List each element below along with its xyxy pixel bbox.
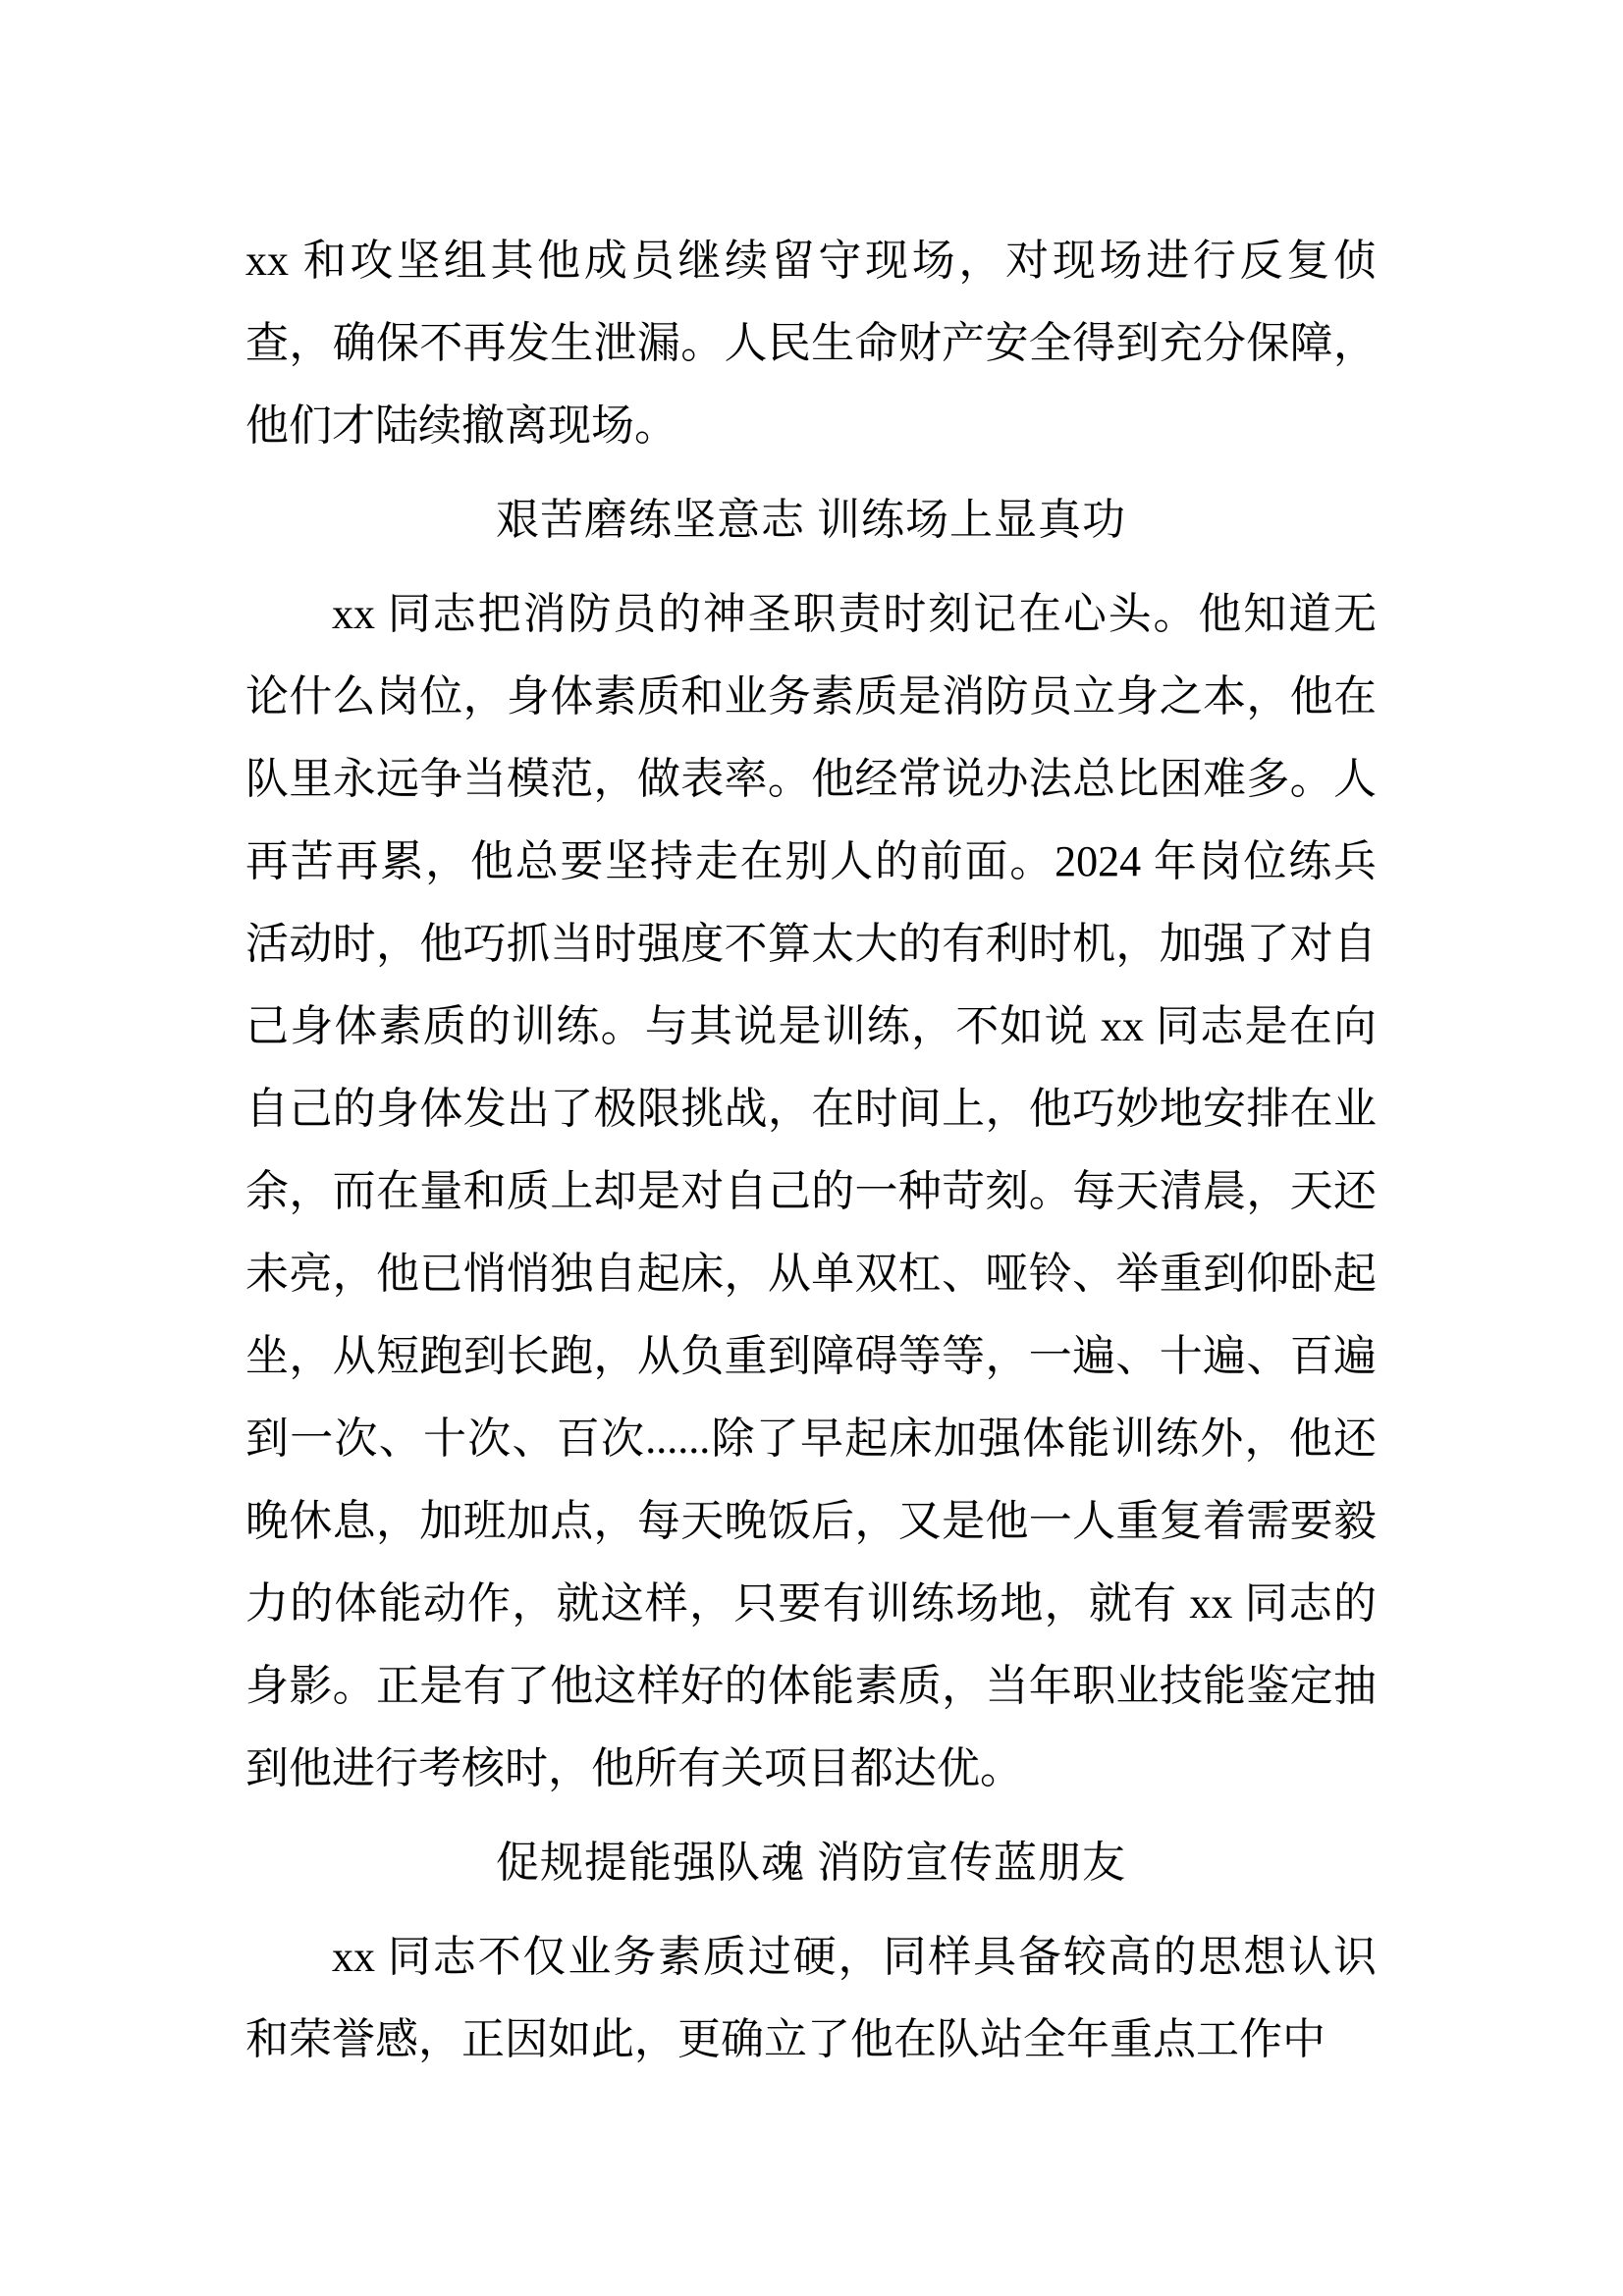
paragraph: xx 同志不仅业务素质过硬，同样具备较高的思想认识和荣誉感，正因如此，更确立了他在队站全年重点工作中 [245,1933,1377,2063]
paragraph: xx 同志把消防员的神圣职责时刻记在心头。他知道无论什么岗位，身体素质和业务素质是消防员立身之本，他在队里永远争当模范，做表率。他经常说办法总比困难多。人再苦再累，他总要坚持走在别人的前面。2024 年岗位练兵活动时，他巧抓当时强度不算太大的有利时机，加强了对自己身体素质的训练。与其说是训练，不如说 xx 同志是在向自己的身体发出了极限挑战，在时间上，他巧妙地安排在业余，而在量和质上却是对自己的一种苛刻。每天清晨，天还未亮，他已悄悄独自起床，从单双杠、哑铃、举重到仰卧起坐，从短跑到长跑，从负重到障碍等等，一遍、十遍、百遍到一次、十次、百次......除了早起床加强体能训练外，他还晚休息，加班加点，每天晚饭后，又是他一人重复着需要毅力的体能动作，就这样，只要有训练场地，就有 xx 同志的身影。正是有了他这样好的体能素质，当年职业技能鉴定抽到他进行考核时，他所有关项目都达优。 [245,590,1377,1792]
section-heading: 促规提能强队魂 消防宣传蓝朋友 [496,1839,1126,1887]
section-heading: 艰苦磨练坚意志 训练场上显真功 [496,496,1126,544]
paragraph: xx 和攻坚组其他成员继续留守现场，对现场进行反复侦查，确保不再发生泄漏。人民生命财产安全得到充分保障，他们才陆续撤离现场。 [245,237,1377,450]
document-body [245,220,1377,2081]
